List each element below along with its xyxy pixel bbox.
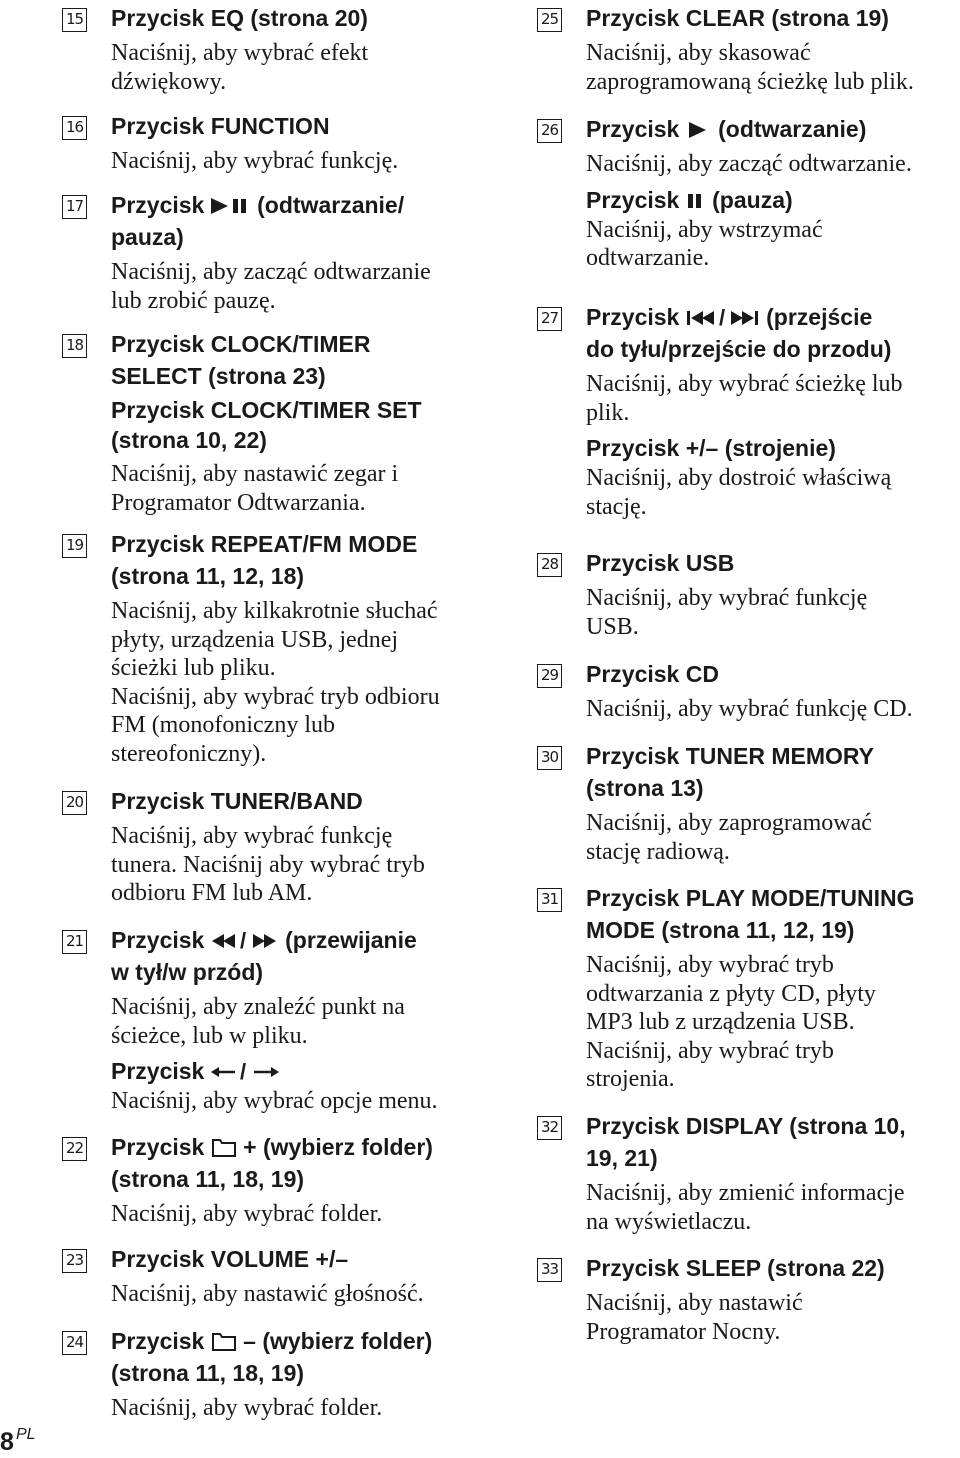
item-29 bbox=[537, 658, 960, 729]
item-15 bbox=[62, 2, 502, 101]
item-21 bbox=[62, 924, 502, 1121]
item-heading: Przycisk (odtwarzanie/ pauza) bbox=[111, 192, 405, 250]
item-number: 32 bbox=[537, 1116, 562, 1140]
item-heading: Przycisk USB bbox=[586, 550, 735, 576]
item-number: 16 bbox=[62, 116, 87, 140]
item-16 bbox=[62, 110, 502, 181]
item-19 bbox=[62, 528, 502, 773]
item-description: Naciśnij, aby zaprogramować stację radiową. bbox=[586, 810, 872, 865]
item-description: Naciśnij, aby wybrać funkcję USB. bbox=[586, 585, 868, 640]
item-description: Naciśnij, aby znaleźć punkt na ścieżce, lub w pliku. bbox=[111, 994, 405, 1049]
item-subheading: Przycisk +/– (strojenie) bbox=[586, 435, 836, 461]
item-number: 18 bbox=[62, 334, 87, 358]
item-heading: Przycisk REPEAT/FM MODE (strona 11, 12, 18) bbox=[111, 531, 418, 589]
item-description: Naciśnij, aby wybrać tryb odtwarzania z płyty CD, płyty MP3 lub z urządzenia USB. Naciśnij, aby wybrać tryb strojenia. bbox=[586, 952, 876, 1092]
item-heading: Przycisk PLAY MODE/TUNING MODE (strona 11, 12, 19) bbox=[586, 885, 915, 943]
left-right-arrow-icon bbox=[211, 1062, 291, 1082]
item-subheading: Przycisk (pauza) bbox=[586, 186, 793, 213]
item-number: 26 bbox=[537, 119, 562, 143]
item-description: Naciśnij, aby wybrać opcje menu. bbox=[111, 1088, 438, 1114]
item-number: 30 bbox=[537, 746, 562, 770]
item-number: 29 bbox=[537, 664, 562, 688]
item-description: Naciśnij, aby wybrać funkcję tunera. Naciśnij aby wybrać tryb odbioru FM lub AM. bbox=[111, 823, 425, 906]
item-description: Naciśnij, aby zacząć odtwarzanie. bbox=[586, 151, 912, 177]
item-number: 31 bbox=[537, 888, 562, 912]
svg-text:/: / bbox=[239, 931, 246, 951]
item-31 bbox=[537, 882, 960, 1099]
item-number: 28 bbox=[537, 553, 562, 577]
item-heading: Przycisk – (wybierz folder) (strona 11, 18, 19) bbox=[111, 1328, 433, 1386]
item-23 bbox=[62, 1243, 502, 1314]
item-description: Naciśnij, aby wstrzymać odtwarzanie. bbox=[586, 216, 823, 271]
item-heading: Przycisk CLOCK/TIMER SELECT (strona 23) bbox=[111, 331, 371, 389]
item-heading: Przycisk CLEAR (strona 19) bbox=[586, 5, 889, 31]
item-heading: Przycisk (odtwarzanie) bbox=[586, 116, 867, 142]
item-heading: Przycisk / (przewijanie w tył/w przód) bbox=[111, 927, 417, 985]
item-description: Naciśnij, aby skasować zaprogramowaną ścieżkę lub plik. bbox=[586, 40, 914, 95]
svg-text:/: / bbox=[239, 1062, 246, 1082]
item-30 bbox=[537, 740, 960, 871]
item-heading: Przycisk + (wybierz folder) (strona 11, 18, 19) bbox=[111, 1134, 433, 1192]
item-17 bbox=[62, 189, 502, 320]
item-description: Naciśnij, aby nastawić zegar i Programator Odtwarzania. bbox=[111, 461, 399, 516]
item-description: Naciśnij, aby zacząć odtwarzanie lub zrobić pauzę. bbox=[111, 259, 431, 314]
item-number: 21 bbox=[62, 930, 87, 954]
item-number: 19 bbox=[62, 534, 87, 558]
item-heading: Przycisk FUNCTION bbox=[111, 113, 330, 139]
item-heading: Przycisk DISPLAY (strona 10, 19, 21) bbox=[586, 1113, 906, 1171]
item-description: Naciśnij, aby nastawić głośność. bbox=[111, 1281, 424, 1307]
item-heading: Przycisk VOLUME +/– bbox=[111, 1246, 349, 1272]
item-32 bbox=[537, 1110, 960, 1241]
item-number: 15 bbox=[62, 8, 87, 32]
item-description: Naciśnij, aby wybrać efekt dźwiękowy. bbox=[111, 40, 369, 95]
item-heading: Przycisk CD bbox=[586, 661, 719, 687]
item-description: Naciśnij, aby wybrać funkcję CD. bbox=[586, 696, 913, 722]
item-22 bbox=[62, 1131, 502, 1234]
item-number: 25 bbox=[537, 8, 562, 32]
item-description: Naciśnij, aby kilkakrotnie słuchać płyty, urządzenia USB, jednej ścieżki lub pliku. Naciśnij, aby wybrać tryb odbioru FM (monofoniczny lub stereofoniczny). bbox=[111, 598, 440, 767]
play-icon bbox=[686, 120, 712, 140]
item-33 bbox=[537, 1252, 960, 1351]
item-number: 20 bbox=[62, 791, 87, 815]
item-description: Naciśnij, aby wybrać ścieżkę lub plik. bbox=[586, 371, 903, 426]
item-27 bbox=[537, 301, 960, 526]
item-description: Naciśnij, aby wybrać folder. bbox=[111, 1395, 383, 1421]
item-heading: Przycisk TUNER/BAND bbox=[111, 788, 363, 814]
item-description: Naciśnij, aby nastawić Programator Nocny. bbox=[586, 1290, 803, 1345]
item-heading: Przycisk TUNER MEMORY (strona 13) bbox=[586, 743, 874, 801]
item-number: 33 bbox=[537, 1258, 562, 1282]
item-heading: Przycisk EQ (strona 20) bbox=[111, 5, 368, 31]
item-heading: Przycisk / (przejście do tyłu/przejście do przodu) bbox=[586, 304, 892, 362]
item-description: Naciśnij, aby wybrać funkcję. bbox=[111, 148, 399, 174]
item-description: Naciśnij, aby dostroić właściwą stację. bbox=[586, 465, 892, 520]
item-number: 27 bbox=[537, 307, 562, 331]
item-number: 22 bbox=[62, 1137, 87, 1161]
item-20 bbox=[62, 785, 502, 913]
item-heading: Przycisk SLEEP (strona 22) bbox=[586, 1255, 885, 1281]
item-number: 24 bbox=[62, 1331, 87, 1355]
pause-icon bbox=[686, 191, 706, 211]
item-number: 23 bbox=[62, 1249, 87, 1273]
play-pause-icon bbox=[211, 196, 251, 216]
folder-icon bbox=[211, 1330, 237, 1352]
page-number: 8 bbox=[0, 1428, 14, 1456]
item-18 bbox=[62, 328, 502, 522]
item-subheading: Przycisk CLOCK/TIMER SET (strona 10, 22) bbox=[111, 397, 422, 453]
item-26 bbox=[537, 113, 960, 278]
item-number: 17 bbox=[62, 195, 87, 219]
item-24 bbox=[62, 1325, 502, 1428]
item-25 bbox=[537, 2, 960, 101]
page-language: PL bbox=[16, 1426, 36, 1443]
item-description: Naciśnij, aby wybrać folder. bbox=[111, 1201, 383, 1227]
item-description: Naciśnij, aby zmienić informacje na wyświetlaczu. bbox=[586, 1180, 905, 1235]
item-28 bbox=[537, 547, 960, 646]
folder-icon bbox=[211, 1136, 237, 1158]
svg-text:/: / bbox=[718, 308, 725, 328]
item-subheading: Przycisk / bbox=[111, 1055, 502, 1087]
